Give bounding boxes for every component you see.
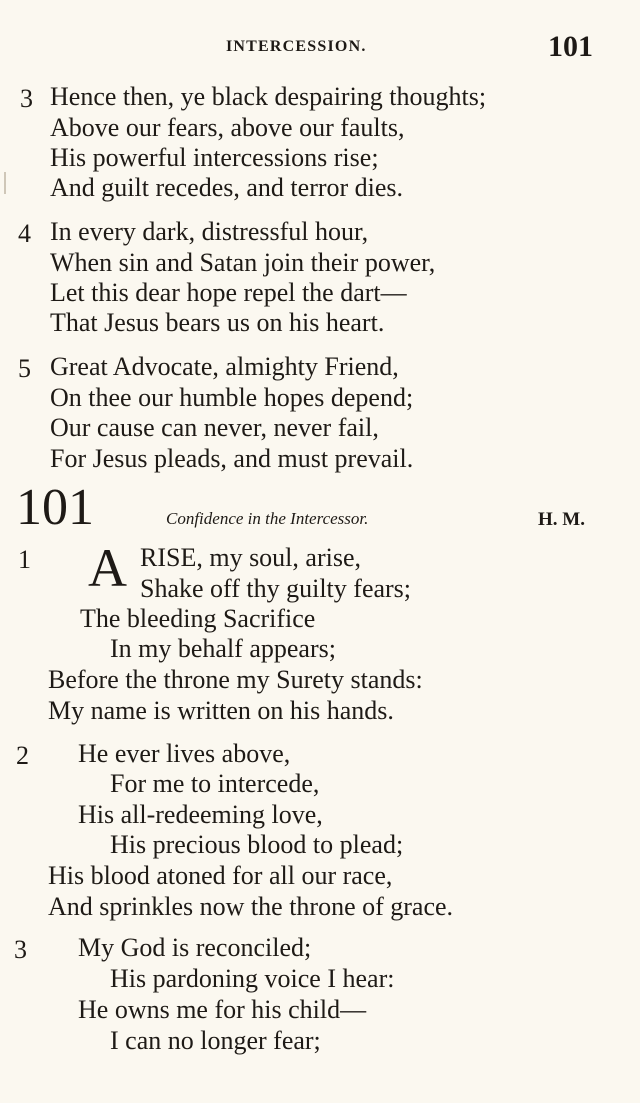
verse-line: My God is reconciled; <box>78 933 312 962</box>
verse-line: For Jesus pleads, and must prevail. <box>50 444 414 473</box>
verse-line: His all-redeeming love, <box>78 800 323 829</box>
verse-line: Shake off thy guilty fears; <box>140 574 412 603</box>
stanza-number: 3 <box>14 935 27 964</box>
drop-cap: A <box>88 538 127 598</box>
verse-line: In my behalf appears; <box>110 634 336 663</box>
verse-line: He ever lives above, <box>78 739 291 768</box>
verse-line: Hence then, ye black despairing thoughts; <box>50 82 487 111</box>
verse-line: And sprinkles now the throne of grace. <box>48 892 454 921</box>
stanza-number: 2 <box>16 741 29 770</box>
hymn-number: 101 <box>16 479 94 536</box>
hymn-title: Confidence in the Intercessor. <box>166 509 369 528</box>
verse-line: That Jesus bears us on his heart. <box>50 308 385 337</box>
verse-line: He owns me for his child— <box>78 995 367 1024</box>
margin-mark <box>4 172 6 194</box>
verse-line: Great Advocate, almighty Friend, <box>50 352 399 381</box>
verse-line: The bleeding Sacrifice <box>80 604 316 633</box>
stanza-number: 1 <box>18 545 31 574</box>
stanza-number: 3 <box>20 84 33 113</box>
verse-line: His precious blood to plead; <box>110 830 404 859</box>
page-number: 101 <box>548 30 593 63</box>
verse-line: RISE, my soul, arise, <box>140 543 361 572</box>
verse-line: Above our fears, above our faults, <box>50 113 405 142</box>
verse-line: In every dark, distressful hour, <box>50 217 369 246</box>
verse-line: I can no longer fear; <box>110 1026 321 1055</box>
verse-line: My name is written on his hands. <box>48 696 394 725</box>
verse-line: Our cause can never, never fail, <box>50 413 379 442</box>
hymn-meter: H. M. <box>538 509 585 530</box>
verse-line: His pardoning voice I hear: <box>110 964 395 993</box>
stanza-number: 4 <box>18 219 31 248</box>
verse-line: His blood atoned for all our race, <box>48 861 393 890</box>
verse-line: Before the throne my Surety stands: <box>48 665 423 694</box>
verse-line: On thee our humble hopes depend; <box>50 383 414 412</box>
verse-line: His powerful intercessions rise; <box>50 143 379 172</box>
verse-line: Let this dear hope repel the dart— <box>50 278 407 307</box>
verse-line: And guilt recedes, and terror dies. <box>50 173 404 202</box>
running-head: INTERCESSION. <box>226 38 367 55</box>
verse-line: When sin and Satan join their power, <box>50 248 436 277</box>
verse-line: For me to intercede, <box>110 769 320 798</box>
stanza-number: 5 <box>18 354 31 383</box>
